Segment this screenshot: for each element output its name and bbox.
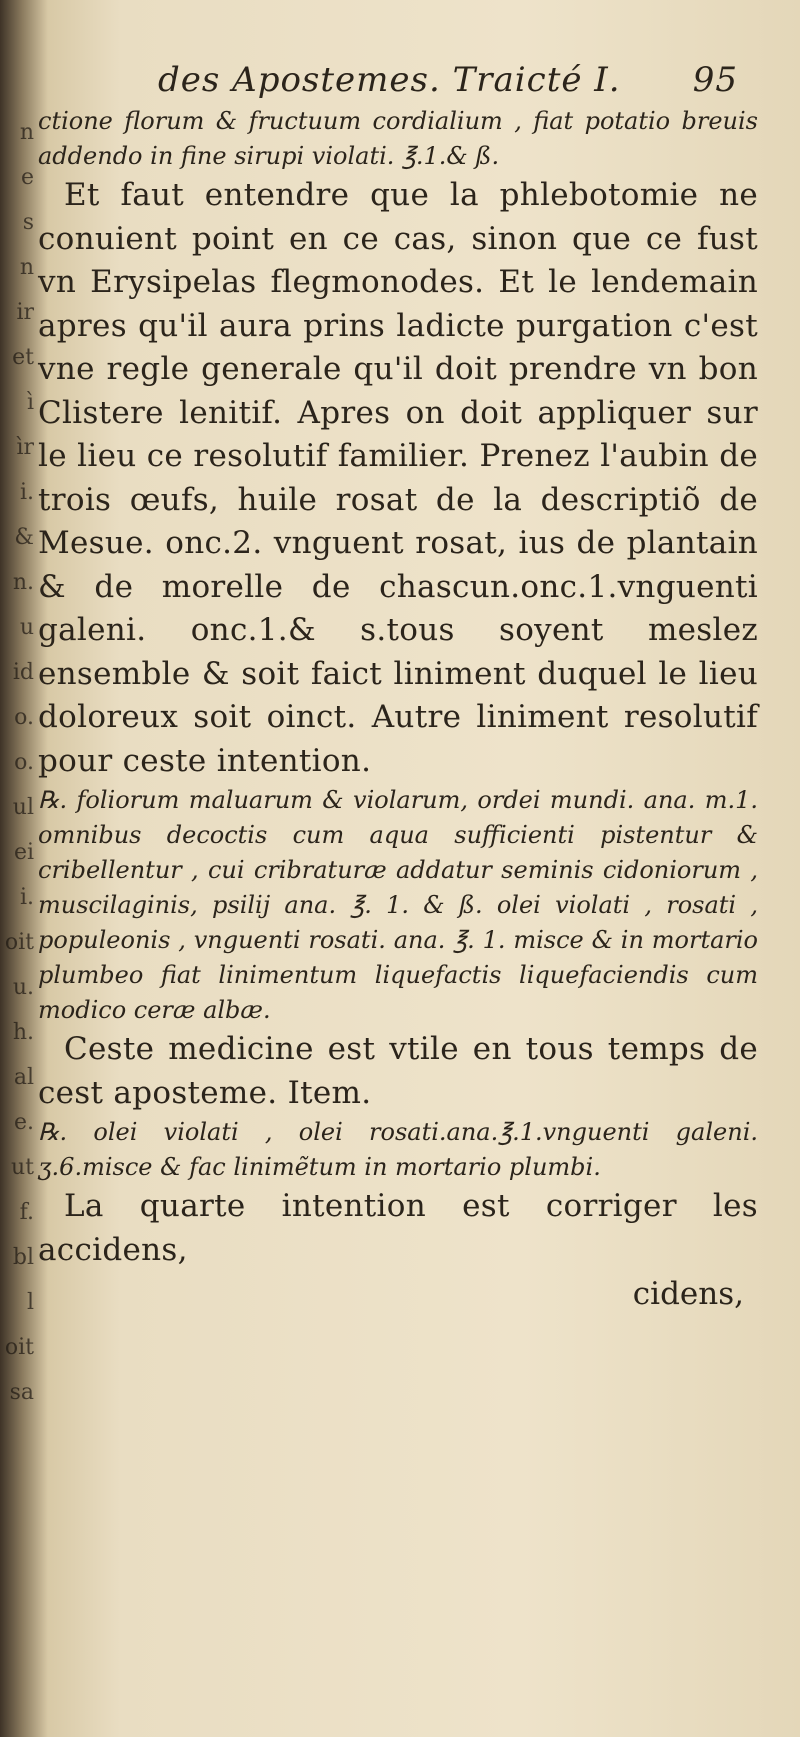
bleed-line: & bbox=[14, 525, 34, 550]
bleed-line: i. bbox=[19, 480, 34, 505]
bleed-line: u. bbox=[12, 975, 34, 1000]
bleed-line: n bbox=[19, 120, 34, 145]
bleed-line: f. bbox=[19, 1200, 34, 1225]
french-paragraph-quarte-intention: La quarte intention est corriger les accidens, bbox=[38, 1188, 758, 1268]
bleed-line: l bbox=[26, 1290, 34, 1315]
bleed-line: bl bbox=[12, 1245, 34, 1270]
bleed-line: ut bbox=[10, 1155, 34, 1180]
catchword: cidens, bbox=[632, 1276, 744, 1312]
bleed-line: al bbox=[13, 1065, 34, 1090]
bleed-line: e bbox=[20, 165, 34, 190]
bleed-line: ei bbox=[13, 840, 34, 865]
latin-recipe-liniment: ℞. foliorum maluarum & violarum, ordei mundi. ana. m.1. omnibus decoctis cum aqua sufficienti pistentur & cribellentur , cui cribraturæ addatur seminis cidoniorum , muscilaginis, psilij ana. ℥. 1. & ß. olei violati , rosati , populeonis , vnguenti rosati. ana. ℥. 1. misce & in mortario plumbeo fiat linimentum liquefactis liquefaciendis cum modico ceræ albæ. bbox=[38, 786, 758, 1024]
bleed-line: oit bbox=[4, 1335, 34, 1360]
bleed-line: o. bbox=[14, 750, 34, 775]
bleed-line: e. bbox=[13, 1110, 34, 1135]
bleed-line: n bbox=[19, 255, 34, 280]
bleed-line: et bbox=[12, 345, 34, 370]
bleed-line: o. bbox=[14, 705, 34, 730]
latin-recipe-olei: ℞. olei violati , olei rosati.ana.℥.1.vnguenti galeni. ʒ.6.misce & fac linimẽtum in mortario plumbi. bbox=[38, 1118, 758, 1181]
running-head-title: des Apostemes. Traicté I. bbox=[158, 60, 621, 100]
french-paragraph-phlebotomie: Et faut entendre que la phlebotomie ne conuient point en ce cas, sinon que ce fust vn Erysipelas flegmonodes. Et le lendemain apres qu'il aura prins ladicte purgation c'est vne regle generale qu'il doit prendre vn bon Clistere lenitif. Apres on doit appliquer sur le lieu ce resolutif familier. Prenez l'aubin de trois œufs, huile rosat de la descriptiõ de Mesue. onc.2. vnguent rosat, ius de plantain & de morelle de chascun.onc.1.vnguenti galeni. onc.1.& s.tous soyent meslez ensemble & soit faict liniment duquel le lieu doloreux soit oinct. Autre liniment resolutif pour ceste intention. bbox=[38, 177, 758, 779]
text-block bbox=[38, 60, 758, 1316]
bleed-line: ul bbox=[12, 795, 34, 820]
running-head bbox=[38, 60, 758, 104]
page-number: 95 bbox=[692, 60, 738, 100]
bleed-line: sa bbox=[9, 1380, 34, 1405]
bleed-line: i. bbox=[19, 885, 34, 910]
bleed-line: oit bbox=[4, 930, 34, 955]
bleed-line: ir bbox=[16, 300, 34, 325]
bleed-line: n. bbox=[12, 570, 34, 595]
bleed-line: ìr bbox=[16, 435, 34, 460]
latin-prescription-continued: ctione florum & fructuum cordialium , fiat potatio breuis addendo in fine sirupi violati. ℥.1.& ß. bbox=[38, 107, 758, 170]
bleed-line: s bbox=[22, 210, 34, 235]
bleed-line: u bbox=[19, 615, 34, 640]
bleed-line: ì bbox=[26, 390, 34, 415]
bleed-line: id bbox=[12, 660, 34, 685]
facing-page-bleed bbox=[0, 0, 34, 1737]
french-paragraph-medicine: Ceste medicine est vtile en tous temps de cest aposteme. Item. bbox=[38, 1031, 758, 1111]
bleed-line: h. bbox=[12, 1020, 34, 1045]
